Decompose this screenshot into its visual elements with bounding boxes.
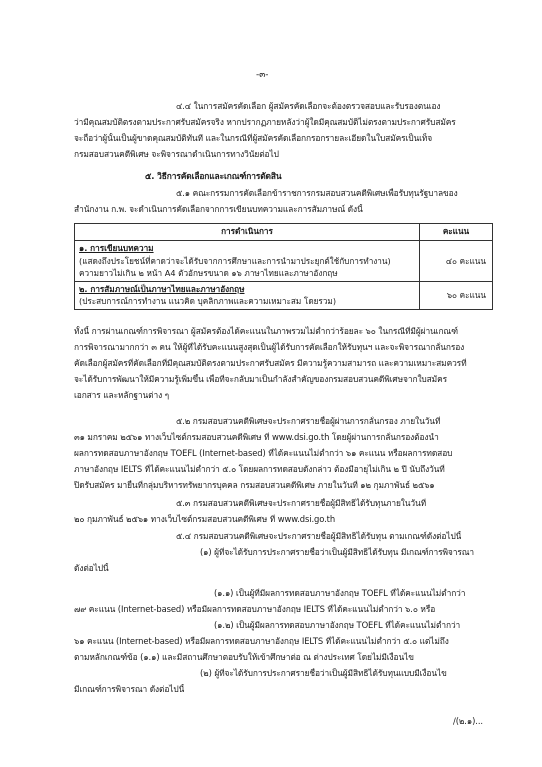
para-4-4-line-3: จะถือว่าผู้นั้นเป็นผู้ขาดคุณสมบัติทันที และในกรณีที่ผู้สมัครคัดเลือกกรอกรายละเอียดในใบสมัครเป็นเท็จ [74, 133, 433, 143]
criteria-table [74, 223, 493, 310]
para-4-4-line-2: ว่ามีคุณสมบัติตรงตามประกาศรับสมัครจริง หากปรากฏภายหลังว่าผู้ใดมีคุณสมบัติไม่ตรงตามประกาศรับสมัคร [74, 117, 456, 127]
row-detail: (แสดงถึงประโยชน์ที่คาดว่าจะได้รับจากการศึกษาและการนำมาประยุกต์ใช้กับการทำงาน) [79, 255, 391, 266]
para-5-3-line-2: ๒๐ กุมภาพันธ์ ๒๕๖๑ ทางเว็บไซต์กรมสอบสวนคดีพิเศษ ที่ www.dsi.go.th [74, 514, 336, 524]
para-5-2-line-4: ภาษาอังกฤษ IELTS ที่ได้คะแนนไม่ต่ำกว่า ๕.๐ โดยผลการทดสอบดังกล่าว ต้องมีอายุไม่เกิน ๒ ปี นับถึงวันที่ [74, 464, 445, 474]
page-number: -๓- [256, 70, 269, 80]
para-after-table-line-1: ทั้งนี้ การผ่านเกณฑ์การพิจารณา ผู้สมัครต้องได้คะแนนในภาพรวมไม่ต่ำกว่าร้อยละ ๖๐ ในกรณีที่มีผู้ผ่านเกณฑ์ [74, 326, 458, 336]
table-cell-score: ๔๐ คะแนน [420, 241, 493, 282]
table-row [75, 281, 493, 309]
section-5-heading: ๕. วิธีการคัดเลือกและเกณฑ์การตัดสิน [145, 171, 282, 181]
para-after-table-line-3: คัดเลือกผู้สมัครที่คัดเลือกที่มีคุณสมบัติตรงตามประกาศรับสมัคร มีความรู้ความสามารถ และความเหมาะสมควรที่ [74, 358, 467, 368]
row-title: ๑. การเขียนบทความ [79, 243, 154, 253]
para-5-2-line-2: ๓๑ มกราคม ๒๕๖๑ ทางเว็บไซต์กรมสอบสวนคดีพิเศษ ที่ www.dsi.go.th โดยผู้ผ่านการกลั่นกรองต้องนำ [74, 432, 439, 442]
item-1-2-line-1: (๑.๒) เป็นผู้มีผลการทดสอบภาษาอังกฤษ TOEFL ที่ได้คะแนนไม่ต่ำกว่า [214, 620, 461, 630]
para-5-3-line-1: ๕.๓ กรมสอบสวนคดีพิเศษจะประกาศรายชื่อผู้มีสิทธิได้รับทุนภายในวันที่ [176, 498, 427, 508]
item-1-1-line-1: (๑.๑) เป็นผู้ที่มีผลการทดสอบภาษาอังกฤษ TOEFL ที่ได้คะแนนไม่ต่ำกว่า [214, 588, 466, 598]
table-cell-activity [75, 281, 420, 309]
table-cell-activity [75, 241, 420, 282]
para-5-1-line-2: สำนักงาน ก.พ. จะดำเนินการคัดเลือกจากการเขียนบทความและการสัมภาษณ์ ดังนี้ [74, 204, 363, 214]
para-after-table-line-2: การพิจารณามากกว่า ๓ คน ให้ผู้ที่ได้รับคะแนนสูงสุดเป็นผู้ได้รับการคัดเลือกให้รับทุนฯ และจะพิจารณากลั่นกรอง [74, 342, 465, 352]
item-2-line-2: มีเกณฑ์การพิจารณา ดังต่อไปนี้ [74, 684, 185, 694]
para-4-4-line-1: ๔.๔ ในการสมัครคัดเลือก ผู้สมัครคัดเลือกจะต้องตรวจสอบและรับรองตนเอง [176, 101, 441, 111]
table-header-activity: การดำเนินการ [75, 224, 420, 241]
para-5-2-line-5: ปิดรับสมัคร มายื่นที่กลุ่มบริหารทรัพยากรบุคคล กรมสอบสวนคดีพิเศษ ภายในวันที่ ๑๒ กุมภาพันธ์ ๒๕๖๑ [74, 480, 435, 490]
row-detail: ความยาวไม่เกิน ๒ หน้า A4 ตัวอักษรขนาด ๑๖ ภาษาไทยและภาษาอังกฤษ [79, 268, 338, 279]
item-1-line-1: (๑) ผู้ที่จะได้รับการประกาศรายชื่อว่าเป็นผู้มีสิทธิได้รับทุน มีเกณฑ์การพิจารณา [200, 547, 475, 557]
para-5-2-line-1: ๕.๒ กรมสอบสวนคดีพิเศษจะประกาศรายชื่อผู้ผ่านการกลั่นกรอง ภายในวันที่ [176, 416, 441, 426]
para-after-table-line-5: เอกสาร และหลักฐานต่าง ๆ [74, 390, 170, 400]
table-cell-score: ๖๐ คะแนน [420, 281, 493, 309]
item-1-2-line-2: ๖๑ คะแนน (Internet-based) หรือมีผลการทดสอบภาษาอังกฤษ IELTS ที่ได้คะแนนไม่ต่ำกว่า ๕.๐ แต่ไม่ถึง [74, 636, 449, 646]
item-1-line-2: ดังต่อไปนี้ [74, 563, 109, 573]
para-4-4-line-4: กรมสอบสวนคดีพิเศษ จะพิจารณาดำเนินการทางวินัยต่อไป [74, 149, 279, 159]
para-after-table-line-4: จะได้รับการพัฒนาให้มีความรู้เพิ่มขึ้น เพื่อที่จะกลับมาเป็นกำลังสำคัญของกรมสอบสวนคดีพิเศษจากใบสมัคร [74, 374, 447, 384]
table-header-score: คะแนน [420, 224, 493, 241]
table-row [75, 241, 493, 282]
row-detail: (ประสบการณ์การทำงาน แนวคิด บุคลิกภาพและความเหมาะสม โดยรวม) [79, 296, 337, 307]
para-5-4-intro: ๕.๔ กรมสอบสวนคดีพิเศษจะประกาศรายชื่อผู้มีสิทธิได้รับทุน ตามเกณฑ์ดังต่อไปนี้ [176, 531, 462, 541]
para-5-1-line-1: ๕.๑ คณะกรรมการคัดเลือกข้าราชการกรมสอบสวนคดีพิเศษเพื่อรับทุนรัฐบาลของ [176, 188, 458, 198]
item-1-1-line-2: ๗๙ คะแนน (Internet-based) หรือมีผลการทดสอบภาษาอังกฤษ IELTS ที่ได้คะแนนไม่ต่ำกว่า ๖.๐ หรือ [74, 604, 436, 614]
para-5-2-line-3: ผลการทดสอบภาษาอังกฤษ TOEFL (Internet-based) ที่ได้คะแนนไม่ต่ำกว่า ๖๑ คะแนน หรือผลการทดสอบ [74, 448, 453, 458]
continuation-marker: /(๒.๑)... [453, 716, 483, 726]
item-2-line-1: (๒) ผู้ที่จะได้รับการประกาศรายชื่อว่าเป็นผู้มีสิทธิได้รับทุนแบบมีเงื่อนไข [200, 668, 447, 678]
row-title: ๒. การสัมภาษณ์เป็นภาษาไทยและภาษาอังกฤษ [79, 283, 245, 294]
item-1-2-line-3: ตามหลักเกณฑ์ข้อ (๑.๑) และมีสถานศึกษาตอบรับให้เข้าศึกษาต่อ ณ ต่างประเทศ โดยไม่มีเงื่อนไข [74, 652, 414, 662]
table-header-row [75, 224, 493, 241]
